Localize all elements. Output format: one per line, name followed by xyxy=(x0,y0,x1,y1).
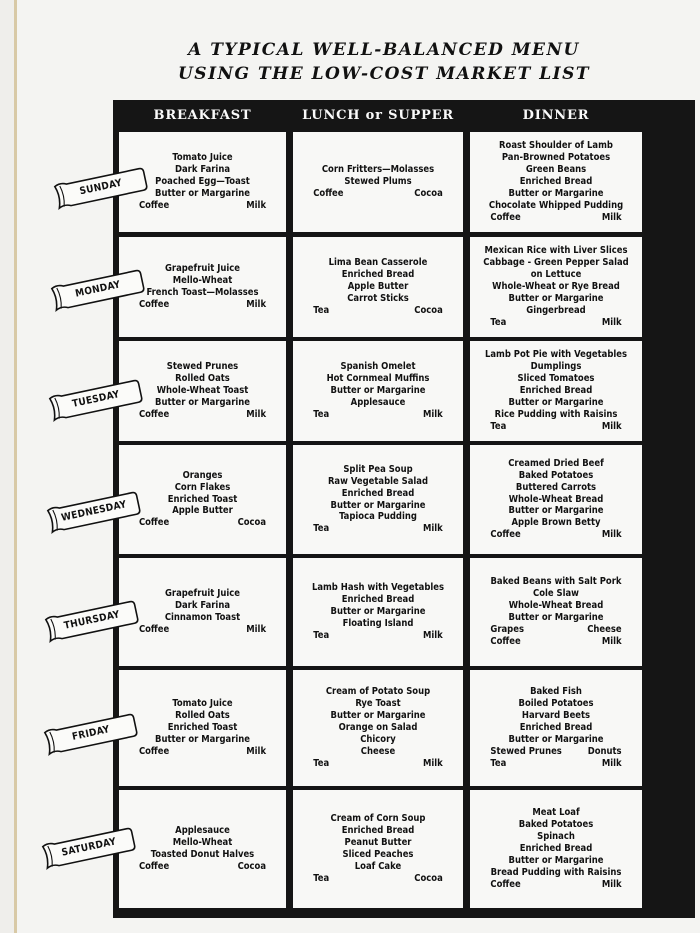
menu-item: Poached Egg—Toast xyxy=(155,176,250,188)
day-label: TUESDAY xyxy=(71,389,121,410)
menu-item: Coffee xyxy=(138,745,170,757)
menu-item: Apple Butter xyxy=(347,281,409,293)
page-title-line-1: A TYPICAL WELL-BALANCED MENU xyxy=(188,40,580,60)
menu-item: Oranges xyxy=(182,469,223,481)
beverage-row xyxy=(139,409,266,421)
menu-item: Roast Shoulder of Lamb xyxy=(499,140,613,152)
header-dinner: DINNER xyxy=(522,108,590,123)
sunday-dinner-cell xyxy=(470,132,642,232)
menu-item: Coffee xyxy=(490,529,521,541)
menu-item: Harvard Beets xyxy=(521,710,591,722)
menu-item: Tea xyxy=(490,757,507,769)
menu-item: Enriched Bread xyxy=(341,487,415,499)
menu-item: Milk xyxy=(422,408,443,420)
menu-item: Stewed Plums xyxy=(344,176,412,188)
menu-item: Cocoa xyxy=(237,860,267,872)
menu-item: Rice Pudding with Raisins xyxy=(494,408,618,420)
menu-item: Enriched Bread xyxy=(519,843,593,855)
menu-item: Creamed Dried Beef xyxy=(508,457,604,469)
menu-item: Butter or Margarine xyxy=(508,292,604,304)
menu-page xyxy=(14,0,700,933)
menu-item: Butter or Margarine xyxy=(508,854,604,866)
day-label: MONDAY xyxy=(74,279,122,300)
menu-item: Baked Potatoes xyxy=(518,819,594,831)
menu-item: Lamb Hash with Vegetables xyxy=(311,582,445,594)
menu-item: Spinach xyxy=(537,831,575,843)
saturday-breakfast-cell xyxy=(119,790,286,908)
day-label: THURSDAY xyxy=(63,609,121,632)
menu-item: Baked Potatoes xyxy=(518,469,594,481)
menu-item: Dumplings xyxy=(530,361,582,373)
beverage-row xyxy=(313,630,443,642)
menu-item: Corn Fritters—Molasses xyxy=(321,164,435,176)
menu-item: Butter or Margarine xyxy=(508,396,604,408)
beverage-row xyxy=(313,873,443,885)
menu-item: Whole-Wheat Bread xyxy=(508,493,604,505)
day-label: SATURDAY xyxy=(60,836,118,859)
beverage-row xyxy=(139,861,266,873)
menu-item: Enriched Bread xyxy=(519,385,593,397)
menu-item: Tea xyxy=(313,629,330,641)
menu-item: Sliced Peaches xyxy=(342,849,414,860)
menu-item: Enriched Bread xyxy=(519,722,593,734)
day-label: FRIDAY xyxy=(71,724,111,743)
menu-item: Sliced Tomatoes xyxy=(517,373,595,385)
monday-lunch-cell xyxy=(293,237,463,337)
header-lunch-or-supper: LUNCH or SUPPER xyxy=(302,108,454,123)
menu-item: Gingerbread xyxy=(526,304,586,316)
menu-item: Milk xyxy=(422,629,443,641)
menu-item: Boiled Potatoes xyxy=(518,698,594,710)
menu-item: Stewed Prunes xyxy=(490,745,562,757)
beverage-row xyxy=(490,421,621,433)
menu-item: Cocoa xyxy=(414,187,443,199)
menu-item: Dark Farina xyxy=(174,164,231,176)
menu-item: Coffee xyxy=(138,517,170,529)
menu-item: Grapefruit Juice xyxy=(165,263,240,275)
beverage-row xyxy=(490,636,621,648)
menu-item: Cole Slaw xyxy=(533,588,579,600)
beverage-row xyxy=(490,317,621,329)
menu-item: Butter or Margarine xyxy=(155,733,250,745)
menu-item: Cream of Corn Soup xyxy=(330,813,426,825)
menu-item: Coffee xyxy=(490,635,521,647)
menu-table xyxy=(113,100,695,918)
menu-item: Cocoa xyxy=(414,872,443,884)
menu-item: Dark Farina xyxy=(174,600,231,612)
menu-item: Butter or Margarine xyxy=(330,499,426,511)
menu-item: Cabbage - Green Pepper Salad xyxy=(483,257,629,269)
wednesday-breakfast-cell xyxy=(119,445,286,554)
menu-item: Enriched Toast xyxy=(167,722,238,734)
menu-item: Applesauce xyxy=(175,825,230,837)
menu-item: Rye Toast xyxy=(355,698,401,710)
menu-item: Milk xyxy=(422,757,443,769)
beverage-row xyxy=(490,746,621,758)
menu-item: Stewed Prunes xyxy=(166,361,239,373)
menu-item: Meat Loaf xyxy=(532,807,580,819)
beverage-row xyxy=(139,200,266,212)
sunday-lunch-cell xyxy=(293,132,463,232)
beverage-row xyxy=(313,409,443,421)
thursday-dinner-cell xyxy=(470,558,642,666)
wednesday-lunch-cell xyxy=(293,445,463,554)
beverage-row xyxy=(313,188,443,200)
menu-item: Whole-Wheat or Rye Bread xyxy=(492,281,620,293)
menu-item: Bread Pudding with Raisins xyxy=(490,866,622,878)
friday-breakfast-cell xyxy=(119,670,286,786)
menu-item: Milk xyxy=(601,211,622,223)
menu-item: Rolled Oats xyxy=(175,710,230,722)
menu-item: Tea xyxy=(313,304,330,316)
monday-dinner-cell xyxy=(470,237,642,337)
menu-item: Enriched Bread xyxy=(341,269,415,281)
menu-item: Whole-Wheat Bread xyxy=(508,600,604,612)
day-label: WEDNESDAY xyxy=(60,499,128,524)
menu-item: Raw Vegetable Salad xyxy=(327,475,429,487)
menu-item: Coffee xyxy=(138,860,170,872)
menu-item: Coffee xyxy=(490,211,521,223)
menu-item: Coffee xyxy=(490,878,521,890)
menu-item: Split Pea Soup xyxy=(343,463,413,475)
menu-item: Tea xyxy=(313,872,330,884)
menu-item: Milk xyxy=(246,298,267,310)
menu-item: Butter or Margarine xyxy=(155,396,250,408)
tuesday-lunch-cell xyxy=(293,341,463,441)
tuesday-dinner-cell xyxy=(470,341,642,441)
menu-item: Cheese xyxy=(360,745,396,757)
menu-item: Buttered Carrots xyxy=(515,481,597,493)
menu-item: Rolled Oats xyxy=(175,373,230,385)
beverage-row xyxy=(490,212,621,224)
menu-item: Peanut Butter xyxy=(344,837,412,849)
menu-item: Whole-Wheat Toast xyxy=(156,385,249,397)
saturday-dinner-cell xyxy=(470,790,642,908)
menu-item: Butter or Margarine xyxy=(508,505,604,517)
menu-item: Applesauce xyxy=(350,396,406,408)
beverage-row xyxy=(490,879,621,891)
menu-item: Tea xyxy=(490,316,507,328)
menu-item: Butter or Margarine xyxy=(330,385,426,397)
menu-item: Butter or Margarine xyxy=(330,710,426,722)
menu-item: Baked Fish xyxy=(530,686,582,698)
menu-item: Grapes xyxy=(490,623,524,635)
menu-item: Mexican Rice with Liver Slices xyxy=(484,245,628,257)
menu-item: Cheese xyxy=(587,623,622,635)
menu-item: Coffee xyxy=(138,408,170,420)
menu-item: Donuts xyxy=(587,745,622,757)
beverage-row xyxy=(490,529,621,541)
menu-item: Enriched Bread xyxy=(341,825,415,837)
menu-item: Lima Bean Casserole xyxy=(328,257,428,269)
menu-item: Apple Brown Betty xyxy=(511,517,601,529)
beverage-row xyxy=(313,523,443,535)
menu-item: Carrot Sticks xyxy=(347,292,409,304)
beverage-row xyxy=(490,758,621,770)
menu-item: Cream of Potato Soup xyxy=(325,686,431,698)
beverage-row xyxy=(139,746,266,758)
menu-item: Butter or Margarine xyxy=(330,606,426,618)
beverage-row xyxy=(139,299,266,311)
menu-item: Tea xyxy=(490,420,507,432)
header-breakfast: BREAKFAST xyxy=(153,108,252,123)
menu-item: Chocolate Whipped Pudding xyxy=(488,199,624,211)
menu-item: Hot Cornmeal Muffins xyxy=(326,373,430,385)
menu-item: Baked Beans with Salt Pork xyxy=(490,576,622,588)
menu-item: Milk xyxy=(601,316,622,328)
menu-item: Coffee xyxy=(138,298,170,310)
wednesday-dinner-cell xyxy=(470,445,642,554)
saturday-lunch-cell xyxy=(293,790,463,908)
menu-item: Tomato Juice xyxy=(172,698,233,710)
menu-item: Milk xyxy=(246,623,267,635)
menu-item: Apple Butter xyxy=(172,505,233,517)
menu-item: Spanish Omelet xyxy=(340,361,416,373)
menu-item: Milk xyxy=(246,199,267,211)
thursday-breakfast-cell xyxy=(119,558,286,666)
menu-item: Milk xyxy=(246,408,267,420)
beverage-row xyxy=(139,517,266,529)
menu-item: Mello-Wheat xyxy=(172,275,233,287)
menu-item: Tea xyxy=(313,408,330,420)
menu-item: Cocoa xyxy=(237,517,267,529)
menu-item: Mello-Wheat xyxy=(172,837,233,849)
day-label: SUNDAY xyxy=(78,177,124,198)
menu-item: Tea xyxy=(313,757,330,769)
beverage-row xyxy=(490,624,621,636)
menu-item: Cocoa xyxy=(414,304,443,316)
menu-item: Milk xyxy=(601,529,622,541)
menu-item: Grapefruit Juice xyxy=(165,588,240,600)
menu-item: on Lettuce xyxy=(530,269,582,281)
menu-item: Milk xyxy=(601,878,622,890)
menu-item: Toasted Donut Halves xyxy=(150,849,255,860)
menu-item: Enriched Bread xyxy=(519,176,593,188)
beverage-row xyxy=(313,305,443,317)
menu-item: Tea xyxy=(313,523,330,535)
menu-item: Green Beans xyxy=(525,164,587,176)
menu-item: Chicory xyxy=(360,733,396,745)
menu-item: Enriched Bread xyxy=(341,594,415,606)
menu-item: Loaf Cake xyxy=(354,860,402,872)
menu-item: Milk xyxy=(246,745,267,757)
menu-item: Butter or Margarine xyxy=(155,187,250,199)
menu-item: Enriched Toast xyxy=(167,493,238,505)
menu-item: Orange on Salad xyxy=(338,722,418,734)
menu-item: Coffee xyxy=(138,199,170,211)
menu-item: Cinnamon Toast xyxy=(164,612,241,623)
menu-item: Milk xyxy=(601,757,622,769)
menu-item: Milk xyxy=(422,523,443,535)
menu-item: Milk xyxy=(601,420,622,432)
page-title-line-2: USING THE LOW-COST MARKET LIST xyxy=(177,64,591,84)
friday-lunch-cell xyxy=(293,670,463,786)
menu-item: Coffee xyxy=(313,187,344,199)
menu-item: Lamb Pot Pie with Vegetables xyxy=(484,349,628,361)
menu-item: Tomato Juice xyxy=(172,152,233,164)
friday-dinner-cell xyxy=(470,670,642,786)
menu-item: Butter or Margarine xyxy=(508,733,604,745)
menu-item: Butter or Margarine xyxy=(508,187,604,199)
menu-item: Butter or Margarine xyxy=(508,612,604,623)
menu-item: Corn Flakes xyxy=(174,481,231,493)
menu-item: Pan-Browned Potatoes xyxy=(501,152,611,164)
beverage-row xyxy=(313,758,443,770)
menu-item: Floating Island xyxy=(342,617,414,629)
beverage-row xyxy=(139,624,266,636)
menu-item: Coffee xyxy=(138,623,170,635)
menu-item: Milk xyxy=(601,635,622,647)
tuesday-breakfast-cell xyxy=(119,341,286,441)
menu-item: French Toast—Molasses xyxy=(146,287,259,298)
thursday-lunch-cell xyxy=(293,558,463,666)
menu-item: Tapioca Pudding xyxy=(339,511,417,523)
